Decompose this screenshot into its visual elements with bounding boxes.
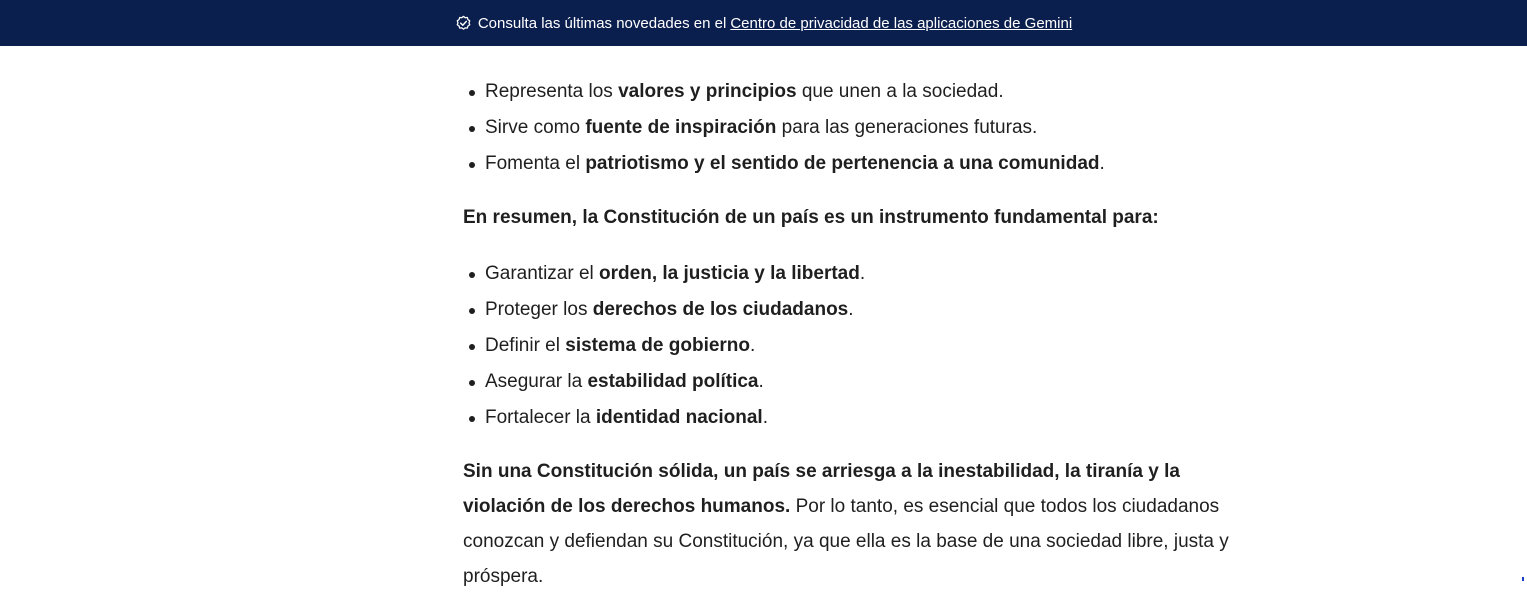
closing-paragraph bbox=[463, 454, 1253, 594]
response-content bbox=[463, 74, 1253, 613]
list-item: Fomenta el patriotismo y el sentido de pertenencia a una comunidad. bbox=[485, 146, 1253, 182]
banner-text: Consulta las últimas novedades en el bbox=[477, 14, 727, 32]
list-item: Representa los valores y principios que unen a la sociedad. bbox=[485, 74, 1253, 110]
closing-bold-text: Sin una Constitución sólida, un país se arriesga a la inestabilidad, la tiranía y la violación de los derechos humanos. bbox=[463, 461, 1180, 517]
list-item: Garantizar el orden, la justicia y la libertad. bbox=[485, 256, 1253, 292]
summary-heading: En resumen, la Constitución de un país es un instrumento fundamental para: bbox=[463, 207, 1159, 228]
bullet-list-values bbox=[463, 74, 1253, 182]
scroll-indicator bbox=[1522, 577, 1524, 581]
verified-badge-icon bbox=[455, 15, 472, 32]
privacy-center-link[interactable]: Centro de privacidad de las aplicaciones de Gemini bbox=[730, 14, 1073, 32]
privacy-banner bbox=[0, 0, 1527, 46]
bullet-list-purposes bbox=[463, 256, 1253, 436]
list-item: Fortalecer la identidad nacional. bbox=[485, 400, 1253, 436]
closing-rest-text: Por lo tanto, es esencial que todos los ciudadanos conozcan y defiendan su Constitución, ya que ella es la base de una sociedad libre, justa y próspera. bbox=[463, 496, 1229, 587]
list-item: Proteger los derechos de los ciudadanos. bbox=[485, 292, 1253, 328]
list-item: Asegurar la estabilidad política. bbox=[485, 364, 1253, 400]
list-item: Definir el sistema de gobierno. bbox=[485, 328, 1253, 364]
list-item: Sirve como fuente de inspiración para las generaciones futuras. bbox=[485, 110, 1253, 146]
